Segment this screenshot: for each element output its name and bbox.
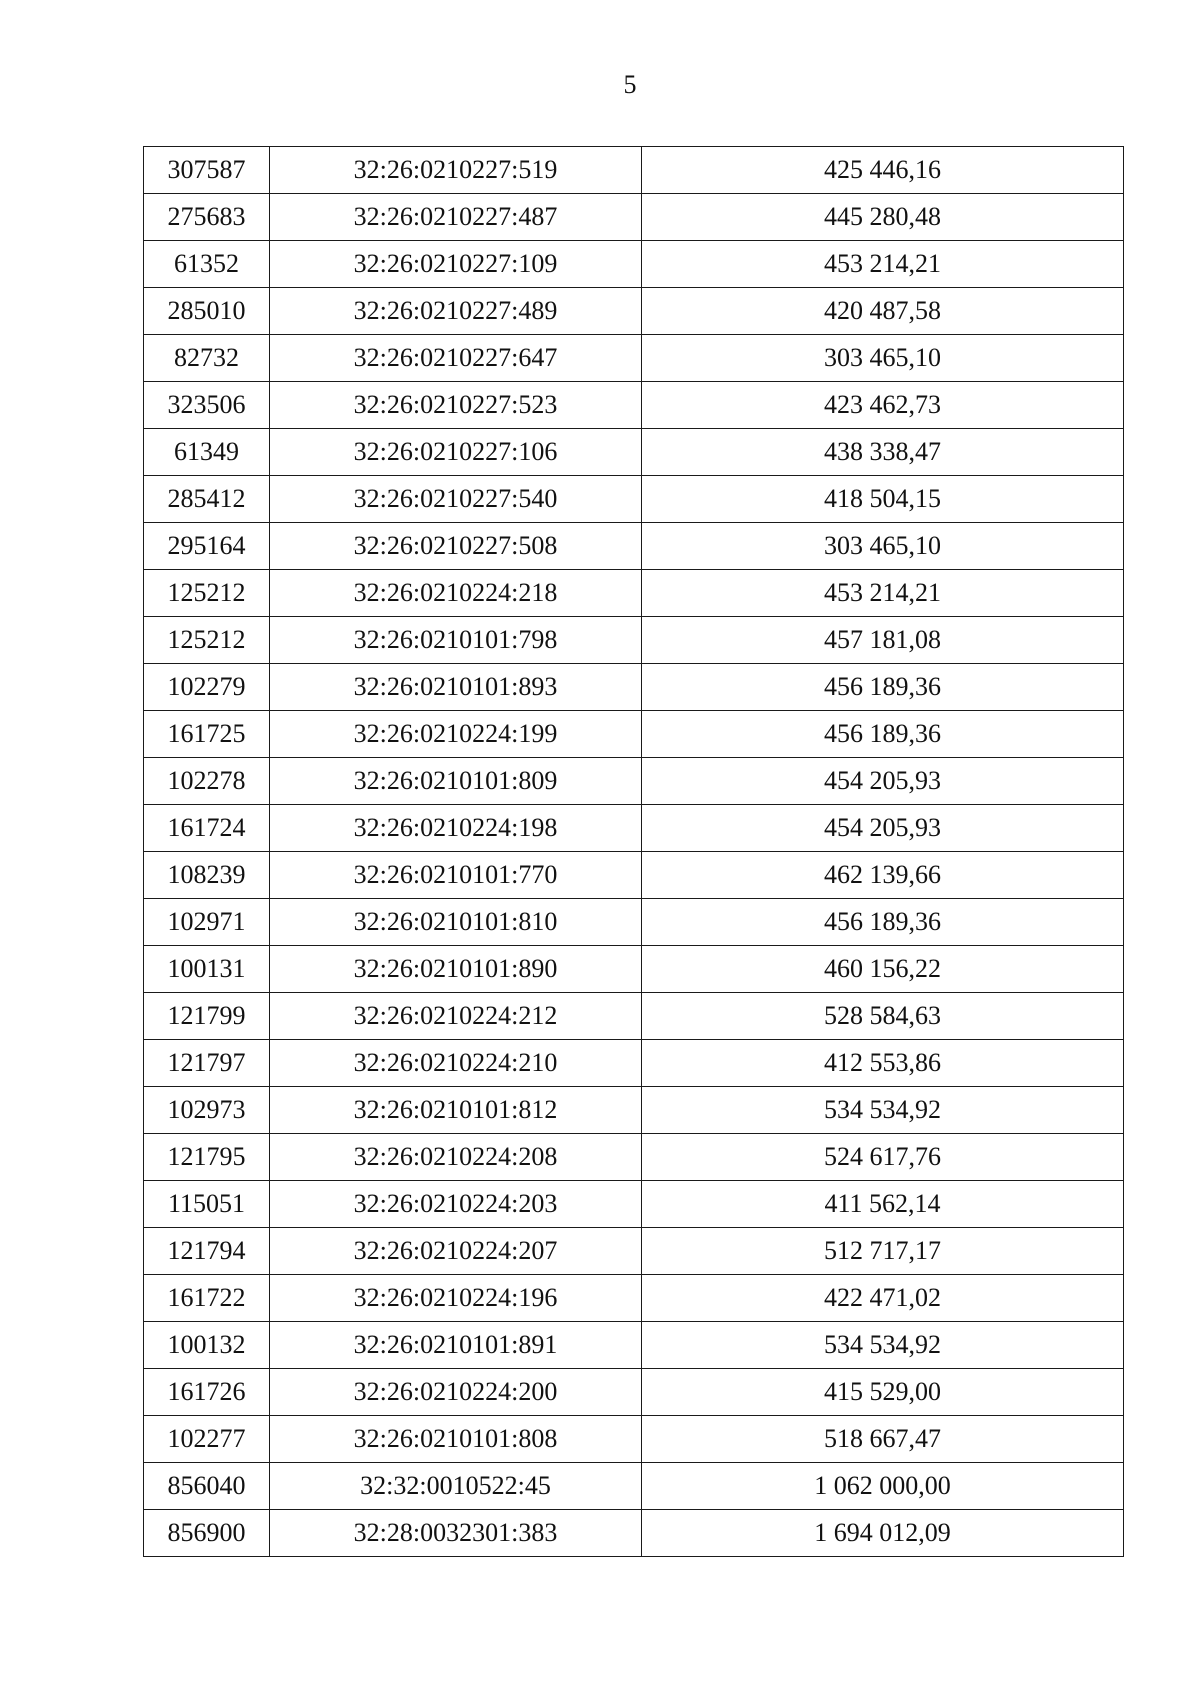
table-row xyxy=(144,147,1124,194)
cadastral-number-cell: 32:26:0210224:199 xyxy=(270,711,642,758)
cadastral-number-cell: 32:26:0210224:203 xyxy=(270,1181,642,1228)
table-row xyxy=(144,1275,1124,1322)
cadastral-value-cell: 454 205,93 xyxy=(642,805,1124,852)
table-row xyxy=(144,664,1124,711)
table-row xyxy=(144,1087,1124,1134)
cadastral-number-cell: 32:26:0210227:489 xyxy=(270,288,642,335)
table-row xyxy=(144,758,1124,805)
record-id-cell: 856900 xyxy=(144,1510,270,1557)
record-id-cell: 161726 xyxy=(144,1369,270,1416)
record-id-cell: 82732 xyxy=(144,335,270,382)
record-id-cell: 100132 xyxy=(144,1322,270,1369)
table-row xyxy=(144,1416,1124,1463)
record-id-cell: 121799 xyxy=(144,993,270,1040)
cadastral-number-cell: 32:26:0210227:508 xyxy=(270,523,642,570)
table-row xyxy=(144,805,1124,852)
record-id-cell: 102279 xyxy=(144,664,270,711)
table-row xyxy=(144,288,1124,335)
cadastral-number-cell: 32:26:0210227:540 xyxy=(270,476,642,523)
record-id-cell: 285412 xyxy=(144,476,270,523)
cadastral-value-cell: 453 214,21 xyxy=(642,570,1124,617)
cadastral-number-cell: 32:26:0210224:218 xyxy=(270,570,642,617)
cadastral-value-cell: 454 205,93 xyxy=(642,758,1124,805)
table-row xyxy=(144,852,1124,899)
cadastral-value-cell: 425 446,16 xyxy=(642,147,1124,194)
table-row xyxy=(144,476,1124,523)
record-id-cell: 102277 xyxy=(144,1416,270,1463)
record-id-cell: 115051 xyxy=(144,1181,270,1228)
cadastral-value-cell: 415 529,00 xyxy=(642,1369,1124,1416)
cadastral-value-cell: 524 617,76 xyxy=(642,1134,1124,1181)
cadastral-number-cell: 32:26:0210227:519 xyxy=(270,147,642,194)
record-id-cell: 275683 xyxy=(144,194,270,241)
table-row xyxy=(144,711,1124,758)
record-id-cell: 61349 xyxy=(144,429,270,476)
record-id-cell: 61352 xyxy=(144,241,270,288)
record-id-cell: 121794 xyxy=(144,1228,270,1275)
record-id-cell: 307587 xyxy=(144,147,270,194)
table-row xyxy=(144,1463,1124,1510)
cadastral-number-cell: 32:28:0032301:383 xyxy=(270,1510,642,1557)
cadastral-value-cell: 303 465,10 xyxy=(642,335,1124,382)
record-id-cell: 323506 xyxy=(144,382,270,429)
record-id-cell: 102971 xyxy=(144,899,270,946)
page-number: 5 xyxy=(623,70,637,99)
record-id-cell: 108239 xyxy=(144,852,270,899)
cadastral-number-cell: 32:26:0210227:487 xyxy=(270,194,642,241)
cadastral-number-cell: 32:26:0210224:207 xyxy=(270,1228,642,1275)
table-row xyxy=(144,993,1124,1040)
cadastral-value-cell: 412 553,86 xyxy=(642,1040,1124,1087)
cadastral-value-cell: 462 139,66 xyxy=(642,852,1124,899)
cadastral-number-cell: 32:32:0010522:45 xyxy=(270,1463,642,1510)
table-row xyxy=(144,1181,1124,1228)
cadastral-value-cell: 303 465,10 xyxy=(642,523,1124,570)
record-id-cell: 161722 xyxy=(144,1275,270,1322)
table-row xyxy=(144,946,1124,993)
cadastral-number-cell: 32:26:0210227:109 xyxy=(270,241,642,288)
cadastral-number-cell: 32:26:0210101:798 xyxy=(270,617,642,664)
cadastral-value-cell: 534 534,92 xyxy=(642,1322,1124,1369)
cadastral-number-cell: 32:26:0210224:196 xyxy=(270,1275,642,1322)
table-row xyxy=(144,570,1124,617)
cadastral-number-cell: 32:26:0210101:893 xyxy=(270,664,642,711)
cadastral-value-cell: 438 338,47 xyxy=(642,429,1124,476)
table-row xyxy=(144,241,1124,288)
table-row xyxy=(144,523,1124,570)
record-id-cell: 285010 xyxy=(144,288,270,335)
record-id-cell: 161724 xyxy=(144,805,270,852)
cadastral-number-cell: 32:26:0210101:890 xyxy=(270,946,642,993)
table-row xyxy=(144,899,1124,946)
table-row xyxy=(144,1369,1124,1416)
cadastral-number-cell: 32:26:0210227:106 xyxy=(270,429,642,476)
cadastral-value-cell: 411 562,14 xyxy=(642,1181,1124,1228)
cadastral-number-cell: 32:26:0210224:210 xyxy=(270,1040,642,1087)
cadastral-value-cell: 460 156,22 xyxy=(642,946,1124,993)
cadastral-number-cell: 32:26:0210224:212 xyxy=(270,993,642,1040)
cadastral-number-cell: 32:26:0210101:770 xyxy=(270,852,642,899)
table-row xyxy=(144,194,1124,241)
cadastral-number-cell: 32:26:0210227:523 xyxy=(270,382,642,429)
cadastral-value-cell: 518 667,47 xyxy=(642,1416,1124,1463)
table-row xyxy=(144,429,1124,476)
cadastral-value-cell: 1 062 000,00 xyxy=(642,1463,1124,1510)
cadastral-number-cell: 32:26:0210101:808 xyxy=(270,1416,642,1463)
cadastral-value-cell: 445 280,48 xyxy=(642,194,1124,241)
data-table xyxy=(143,146,1124,1557)
record-id-cell: 161725 xyxy=(144,711,270,758)
cadastral-number-cell: 32:26:0210227:647 xyxy=(270,335,642,382)
table-body xyxy=(144,147,1124,1557)
record-id-cell: 856040 xyxy=(144,1463,270,1510)
table-row xyxy=(144,1322,1124,1369)
table-row xyxy=(144,1134,1124,1181)
record-id-cell: 125212 xyxy=(144,617,270,664)
cadastral-value-cell: 456 189,36 xyxy=(642,664,1124,711)
table-row xyxy=(144,382,1124,429)
cadastral-value-cell: 453 214,21 xyxy=(642,241,1124,288)
cadastral-value-cell: 512 717,17 xyxy=(642,1228,1124,1275)
cadastral-number-cell: 32:26:0210224:200 xyxy=(270,1369,642,1416)
record-id-cell: 102278 xyxy=(144,758,270,805)
cadastral-value-cell: 457 181,08 xyxy=(642,617,1124,664)
cadastral-value-cell: 456 189,36 xyxy=(642,711,1124,758)
cadastral-value-cell: 423 462,73 xyxy=(642,382,1124,429)
record-id-cell: 100131 xyxy=(144,946,270,993)
cadastral-number-cell: 32:26:0210101:810 xyxy=(270,899,642,946)
cadastral-number-cell: 32:26:0210224:208 xyxy=(270,1134,642,1181)
cadastral-value-cell: 534 534,92 xyxy=(642,1087,1124,1134)
cadastral-number-cell: 32:26:0210101:891 xyxy=(270,1322,642,1369)
record-id-cell: 125212 xyxy=(144,570,270,617)
table-row xyxy=(144,1040,1124,1087)
cadastral-value-cell: 420 487,58 xyxy=(642,288,1124,335)
cadastral-value-cell: 1 694 012,09 xyxy=(642,1510,1124,1557)
cadastral-number-cell: 32:26:0210101:812 xyxy=(270,1087,642,1134)
cadastral-value-cell: 456 189,36 xyxy=(642,899,1124,946)
table-row xyxy=(144,335,1124,382)
record-id-cell: 102973 xyxy=(144,1087,270,1134)
cadastral-value-cell: 422 471,02 xyxy=(642,1275,1124,1322)
table-row xyxy=(144,1228,1124,1275)
cadastral-value-cell: 528 584,63 xyxy=(642,993,1124,1040)
table-row xyxy=(144,617,1124,664)
record-id-cell: 295164 xyxy=(144,523,270,570)
record-id-cell: 121797 xyxy=(144,1040,270,1087)
cadastral-number-cell: 32:26:0210224:198 xyxy=(270,805,642,852)
cadastral-value-cell: 418 504,15 xyxy=(642,476,1124,523)
cadastral-number-cell: 32:26:0210101:809 xyxy=(270,758,642,805)
table-row xyxy=(144,1510,1124,1557)
record-id-cell: 121795 xyxy=(144,1134,270,1181)
